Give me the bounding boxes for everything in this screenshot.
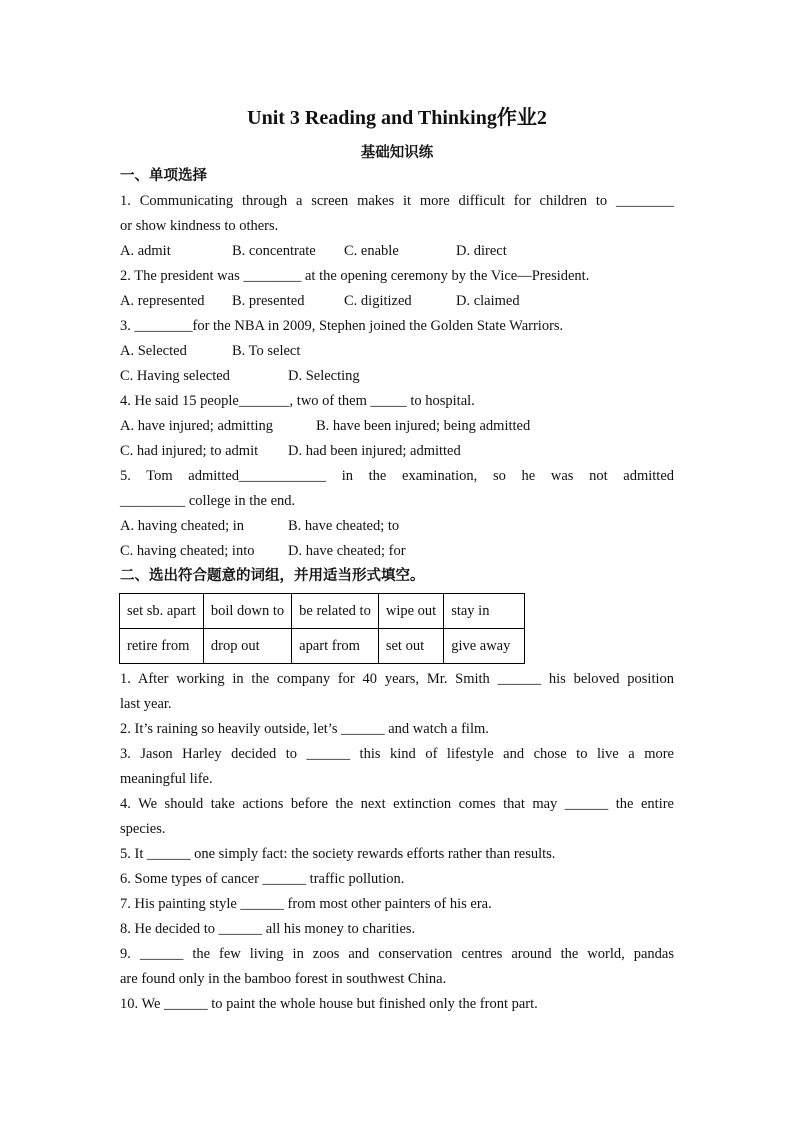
q1-stem-line2: or show kindness to others. — [120, 218, 279, 234]
q5-option-b: B. have cheated; to — [288, 518, 400, 534]
table-cell: set out — [378, 629, 443, 664]
q3-option-a: A. Selected — [120, 343, 187, 359]
table-cell: retire from — [120, 629, 204, 664]
q2-stem: 2. The president was ________ at the opening ceremony by the Vice—President. — [120, 268, 590, 284]
q5-options-row1 — [120, 514, 674, 539]
table-cell: be related to — [292, 594, 379, 629]
table-cell: give away — [444, 629, 525, 664]
q2-options — [120, 289, 674, 314]
s5-line: 5. It ______ one simply fact: the society rewards efforts rather than results. — [120, 846, 556, 862]
q5-options-row2 — [120, 539, 674, 564]
q4-option-c: C. had injured; to admit — [120, 443, 259, 459]
phrase-table — [119, 593, 525, 664]
q2-option-a: A. represented — [120, 293, 205, 309]
s9-line2: are found only in the bamboo forest in southwest China. — [120, 971, 447, 987]
table-cell: set sb. apart — [120, 594, 204, 629]
s6-line: 6. Some types of cancer ______ traffic pollution. — [120, 871, 405, 887]
q4-stem: 4. He said 15 people_______, two of them _____ to hospital. — [120, 393, 475, 409]
q2-option-b: B. presented — [232, 293, 305, 309]
s7-line: 7. His painting style ______ from most other painters of his era. — [120, 896, 492, 912]
q4-option-b: B. have been injured; being admitted — [316, 418, 531, 434]
q3-stem: 3. ________for the NBA in 2009, Stephen joined the Golden State Warriors. — [120, 318, 564, 334]
s4-line2: species. — [120, 821, 166, 837]
s8-line: 8. He decided to ______ all his money to charities. — [120, 921, 416, 937]
q4-options-row2 — [120, 439, 674, 464]
q4-option-a: A. have injured; admitting — [120, 418, 274, 434]
q3-option-c: C. Having selected — [120, 368, 230, 384]
q4-option-d: D. had been injured; admitted — [288, 443, 461, 459]
s1-line2: last year. — [120, 696, 172, 712]
q3-option-b: B. To select — [232, 343, 301, 359]
q1-stem-line1: 1. Communicating through a screen makes it more difficult for children to ________ — [120, 193, 674, 209]
q1-option-d: D. direct — [456, 243, 507, 259]
page-title: Unit 3 Reading and Thinking作业2 — [247, 107, 547, 129]
page-subtitle: 基础知识练 — [360, 145, 434, 161]
s3-line2: meaningful life. — [120, 771, 213, 787]
s9-line1: 9. ______ the few living in zoos and conservation centres around the world, pandas — [120, 946, 674, 962]
q4-options-row1 — [120, 414, 674, 439]
worksheet-content — [120, 104, 674, 1017]
table-cell: boil down to — [203, 594, 291, 629]
q1-options — [120, 239, 674, 264]
s1-line1: 1. After working in the company for 40 years, Mr. Smith ______ his beloved position — [120, 671, 674, 687]
table-cell: wipe out — [378, 594, 443, 629]
table-cell: stay in — [444, 594, 525, 629]
q5-stem-line1: 5. Tom admitted____________ in the examination, so he was not admitted — [120, 468, 674, 484]
s4-line1: 4. We should take actions before the next extinction comes that may ______ the entire — [120, 796, 674, 812]
table-row — [120, 629, 525, 664]
s2-line: 2. It’s raining so heavily outside, let’s ______ and watch a film. — [120, 721, 489, 737]
table-cell: apart from — [292, 629, 379, 664]
q3-options-row2 — [120, 364, 674, 389]
q5-option-c: C. having cheated; into — [120, 543, 255, 559]
q1-option-c: C. enable — [344, 243, 399, 259]
q5-stem-line2: _________ college in the end. — [120, 493, 296, 509]
q2-option-d: D. claimed — [456, 293, 520, 309]
section2-heading: 二、选出符合题意的词组，并用适当形式填空。 — [120, 568, 425, 584]
q5-option-a: A. having cheated; in — [120, 518, 245, 534]
table-cell: drop out — [203, 629, 291, 664]
section1-heading: 一、单项选择 — [120, 168, 207, 184]
q1-option-b: B. concentrate — [232, 243, 316, 259]
table-row — [120, 594, 525, 629]
s3-line1: 3. Jason Harley decided to ______ this kind of lifestyle and chose to live a more — [120, 746, 674, 762]
q5-option-d: D. have cheated; for — [288, 543, 406, 559]
q3-options-row1 — [120, 339, 674, 364]
q1-option-a: A. admit — [120, 243, 171, 259]
q3-option-d: D. Selecting — [288, 368, 360, 384]
s10-line: 10. We ______ to paint the whole house but finished only the front part. — [120, 996, 538, 1012]
q2-option-c: C. digitized — [344, 293, 412, 309]
